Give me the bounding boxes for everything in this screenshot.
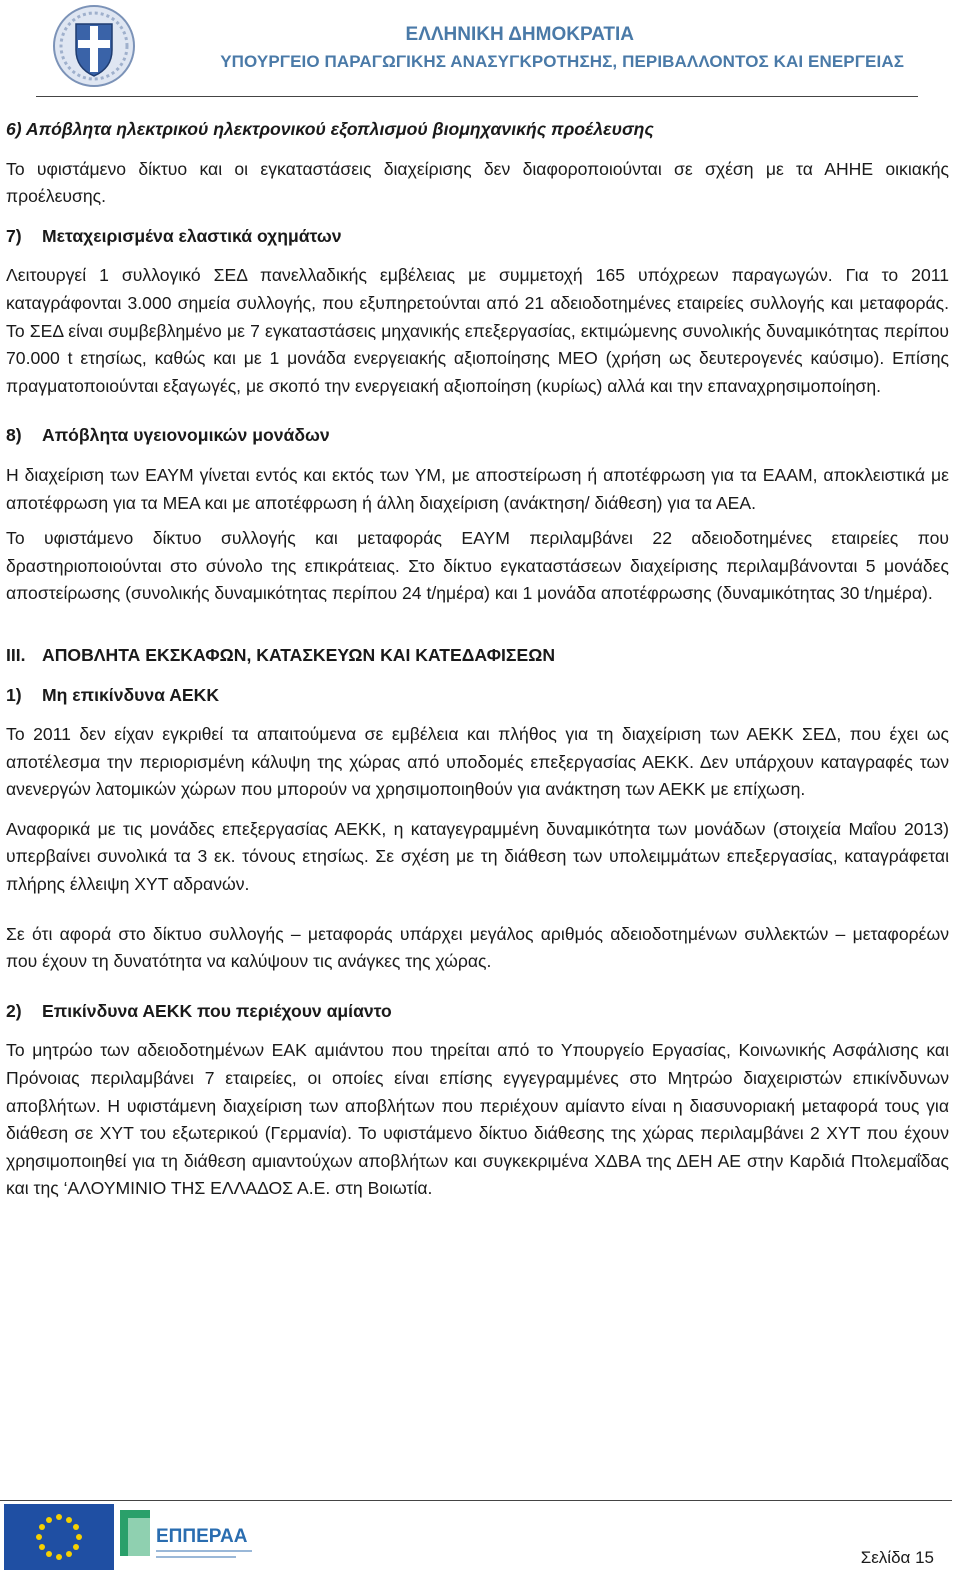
section-8-heading xyxy=(6,422,949,450)
header-country-title: ΕΛΛΗΝΙΚΗ ΔΗΜΟΚΡΑΤΙΑ xyxy=(405,24,634,45)
page-number: Σελίδα 15 xyxy=(860,1548,934,1567)
section-8-number: 8) xyxy=(6,425,22,446)
greek-coat-of-arms-icon xyxy=(52,4,136,88)
header-ministry-title: ΥΠΟΥΡΓΕΙΟ ΠΑΡΑΓΩΓΙΚΗΣ ΑΝΑΣΥΓΚΡΟΤΗΣΗΣ, ΠΕΡΙΒΑΛΛΟΝΤΟΣ ΚΑΙ ΕΝΕΡΓΕΙΑΣ xyxy=(220,52,904,71)
section-6-paragraph: Το υφιστάμενο δίκτυο και οι εγκαταστάσεις διαχείρισης δεν διαφοροποιούνται σε σχέση με τα ΑΗΗΕ οικιακής προέλευσης. xyxy=(6,158,949,207)
part-iii-number: III. xyxy=(6,644,26,665)
section-8-title: Απόβλητα υγειονομικών μονάδων xyxy=(42,425,330,446)
document-body xyxy=(6,116,949,1203)
eu-flag-icon xyxy=(4,1504,114,1570)
section-7-title: Μεταχειρισμένα ελαστικά οχημάτων xyxy=(42,225,342,246)
section-8-paragraph-2: Το υφιστάμενο δίκτυο συλλογής και μεταφοράς ΕΑΥΜ περιλαμβάνει 22 αδειοδοτημένες εταιρείες που δραστηριοποιούνται στο σύνολο της επικράτειας. Στο δίκτυο εγκαταστάσεων διαχείρισης περιλαμβάνονται 5 μονάδες αποστείρωσης (συνολικής δυναμικότητας περίπου 24 t/ημέρα) και 1 μονάδα αποτέφρωσης (δυναμικότητας 30 t/ημέρα). xyxy=(6,528,949,604)
section-7-number: 7) xyxy=(6,225,22,246)
part-iii-title: ΑΠΟΒΛΗΤΑ ΕΚΣΚΑΦΩΝ, ΚΑΤΑΣΚΕΥΩΝ ΚΑΙ ΚΑΤΕΔΑΦΙΣΕΩΝ xyxy=(42,644,556,665)
subsection-2-heading xyxy=(6,998,949,1026)
part-iii-heading xyxy=(6,642,949,670)
section-7-paragraph: Λειτουργεί 1 συλλογικό ΣΕΔ πανελλαδικής εμβέλειας με συμμετοχή 165 υπόχρεων παραγωγών. Για το 2011 καταγράφονται 3.000 σημεία συλλογής, που εξυπηρετούνται από 21 αδειοδοτημένες εταιρείες συλλογής και μεταφοράς. Το ΣΕΔ είναι συμβεβλημένο με 7 εγκαταστάσεις μηχανικής επεξεργασίας, εκτιμώμενης συνολικής δυναμικότητας περίπου 70.000 t ετησίως, καθώς και με 1 μονάδα ενεργειακής αξιοποίησης ΜΕΟ (χρήση ως δευτερογενές καύσιμο). Επίσης πραγματοποιούνται εξαγωγές, με σκοπό την ενεργειακή αξιοποίηση (κυρίως) αλλά και την επαναχρησιμοποίηση. xyxy=(6,265,949,396)
subsection-2-number: 2) xyxy=(6,1000,22,1021)
epperaa-logo-text: ΕΠΠΕΡΑΑ xyxy=(156,1526,248,1547)
header-divider xyxy=(36,96,918,97)
subsection-1-paragraph-1: Το 2011 δεν είχαν εγκριθεί τα απαιτούμενα σε εμβέλεια και πλήθος για τη διαχείριση των ΑΕΚΚ ΣΕΔ, που έχει ως αποτέλεσμα την περιορισμένη κάλυψη της χώρας από υποδομές επεξεργασίας ΑΕΚΚ. Δεν υπάρχουν καταγραφές των ανενεργών λατομικών χώρων που μπορούν να χρησιμοποιηθούν για ανάκτηση των ΑΕΚΚ με επίχωση. xyxy=(6,724,949,800)
subsection-1-heading xyxy=(6,682,949,710)
section-8-paragraph-1: Η διαχείριση των ΕΑΥΜ γίνεται εντός και εκτός των ΥΜ, με αποστείρωση ή αποτέφρωση για τα ΕΑΑΜ, αποκλειστικά με αποτέφρωση για τα ΜΕΑ και με αποτέφρωση ή άλλη διαχείριση (ανάκτηση/ διάθεση) για τα ΑΕΑ. xyxy=(6,464,949,513)
epperaa-logo xyxy=(118,1504,258,1570)
subsection-1-paragraph-2: Αναφορικά με τις μονάδες επεξεργασίας ΑΕΚΚ, η καταγεγραμμένη δυναμικότητα των μονάδων (στοιχεία Μαΐου 2013) υπερβαίνει συνολικά τα 3 εκ. τόνους ετησίως. Σε σχέση με τη διάθεση των υπολειμμάτων επεξεργασίας, καταγράφεται πλήρης έλλειψη ΧΥΤ αδρανών. xyxy=(6,818,949,895)
section-7-heading xyxy=(6,223,949,251)
subsection-1-paragraph-3: Σε ότι αφορά στο δίκτυο συλλογής – μεταφοράς υπάρχει μεγάλος αριθμός αδειοδοτημένων συλλεκτών – μεταφορέων που έχουν τη δυνατότητα να καλύψουν τις ανάγκες της χώρας. xyxy=(6,923,949,972)
footer-divider xyxy=(0,1500,952,1501)
page-header xyxy=(0,0,960,100)
subsection-1-title: Μη επικίνδυνα ΑΕΚΚ xyxy=(42,684,220,705)
subsection-2-paragraph: Το μητρώο των αδειοδοτημένων ΕΑΚ αμιάντου που τηρείται από το Υπουργείο Εργασίας, Κοινωνικής Ασφάλισης και Πρόνοιας περιλαμβάνει 7 εταιρείες, οι οποίες είναι επίσης εγγεγραμμένες στο Μητρώο διαχειριστών επικίνδυνων αποβλήτων. Η υφιστάμενη διαχείριση των αποβλήτων που περιέχουν αμίαντο είναι η διασυνοριακή μεταφορά τους για διάθεση σε ΧΥΤ του εξωτερικού (Γερμανία). Το υφιστάμενο δίκτυο διάθεσης της χώρας περιλαμβάνει 2 ΧΥΤ που έχουν χρησιμοποιηθεί για τη διάθεση αμιαντούχων αποβλήτων και συγκεκριμένα ΧΔΒΑ της ΔΕΗ ΑΕ στην Καρδιά Πτολεμαΐδας και της ‘ΑΛΟΥΜΙΝΙΟ ΤΗΣ ΕΛΛΑΔΟΣ Α.Ε. στη Βοιωτία. xyxy=(6,1040,949,1199)
subsection-1-number: 1) xyxy=(6,684,22,705)
section-6-heading: 6) Απόβλητα ηλεκτρικού ηλεκτρονικού εξοπλισμού βιομηχανικής προέλευσης xyxy=(6,119,654,139)
subsection-2-title: Επικίνδυνα ΑΕΚΚ που περιέχουν αμίαντο xyxy=(42,1000,392,1021)
